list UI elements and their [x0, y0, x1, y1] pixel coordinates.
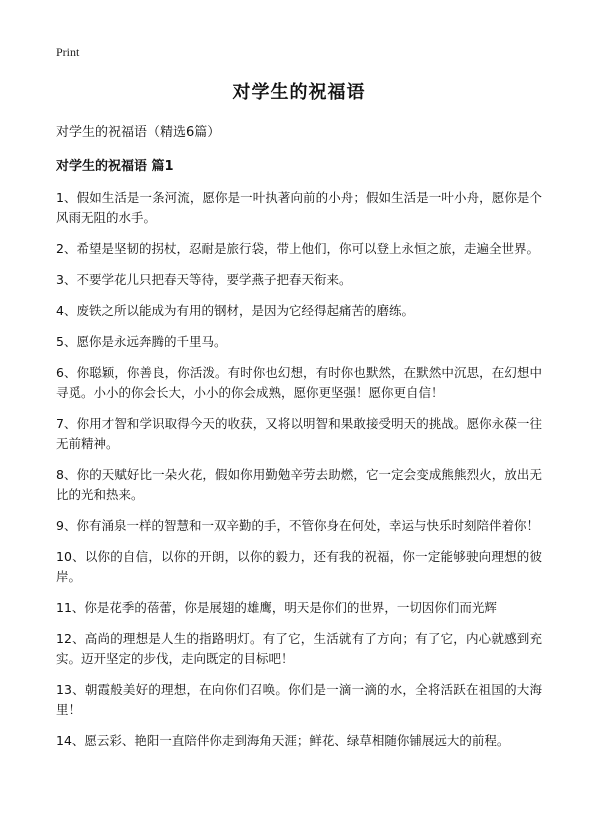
list-item: 9、你有涌泉一样的智慧和一双辛勤的手，不管你身在何处，幸运与快乐时刻陪伴着你！	[56, 518, 539, 533]
list-item: 6、你聪颖，你善良，你活泼。有时你也幻想，有时你也默然，在默然中沉思，在幻想中寻觅。小小的你会长大，小小的你会成熟，愿你更坚强！愿你更自信！	[56, 365, 542, 400]
blessing-list	[56, 188, 542, 751]
list-item: 14、愿云彩、艳阳一直陪伴你走到海角天涯；鲜花、绿草相随你铺展远大的前程。	[56, 733, 510, 748]
list-item: 11、你是花季的蓓蕾，你是展翅的雄鹰，明天是你们的世界，一切因你们而光辉	[56, 600, 497, 615]
print-link[interactable]: Print	[56, 45, 80, 59]
list-item: 10、以你的自信，以你的开朗，以你的毅力，还有我的祝福，你一定能够驶向理想的彼岸。	[56, 549, 542, 584]
list-item: 13、朝霞般美好的理想，在向你们召唤。你们是一滴一滴的水，全将活跃在祖国的大海里！	[56, 682, 542, 717]
list-item: 1、假如生活是一条河流，愿你是一叶执著向前的小舟；假如生活是一叶小舟，愿你是个风雨无阻的水手。	[56, 190, 542, 225]
list-item: 7、你用才智和学识取得今天的收获，又将以明智和果敢接受明天的挑战。愿你永葆一往无前精神。	[56, 416, 542, 451]
list-item: 4、废铁之所以能成为有用的钢材，是因为它经得起痛苦的磨练。	[56, 303, 414, 318]
list-item: 3、不要学花儿只把春天等待，要学燕子把春天衔来。	[56, 272, 352, 287]
document-subtitle: 对学生的祝福语（精选6篇）	[56, 125, 221, 140]
list-item: 8、你的天赋好比一朵火花，假如你用勤勉辛劳去助燃，它一定会变成熊熊烈火，放出无比的光和热来。	[56, 467, 542, 502]
list-item: 12、高尚的理想是人生的指路明灯。有了它，生活就有了方向；有了它，内心就感到充实。迈开坚定的步伐，走向既定的目标吧！	[56, 631, 542, 666]
page-title: 对学生的祝福语	[232, 82, 366, 103]
list-item: 5、愿你是永远奔腾的千里马。	[56, 334, 227, 349]
section-heading: 对学生的祝福语 篇1	[56, 159, 174, 174]
list-item: 2、希望是坚韧的拐杖，忍耐是旅行袋，带上他们，你可以登上永恒之旅，走遍全世界。	[56, 241, 539, 256]
